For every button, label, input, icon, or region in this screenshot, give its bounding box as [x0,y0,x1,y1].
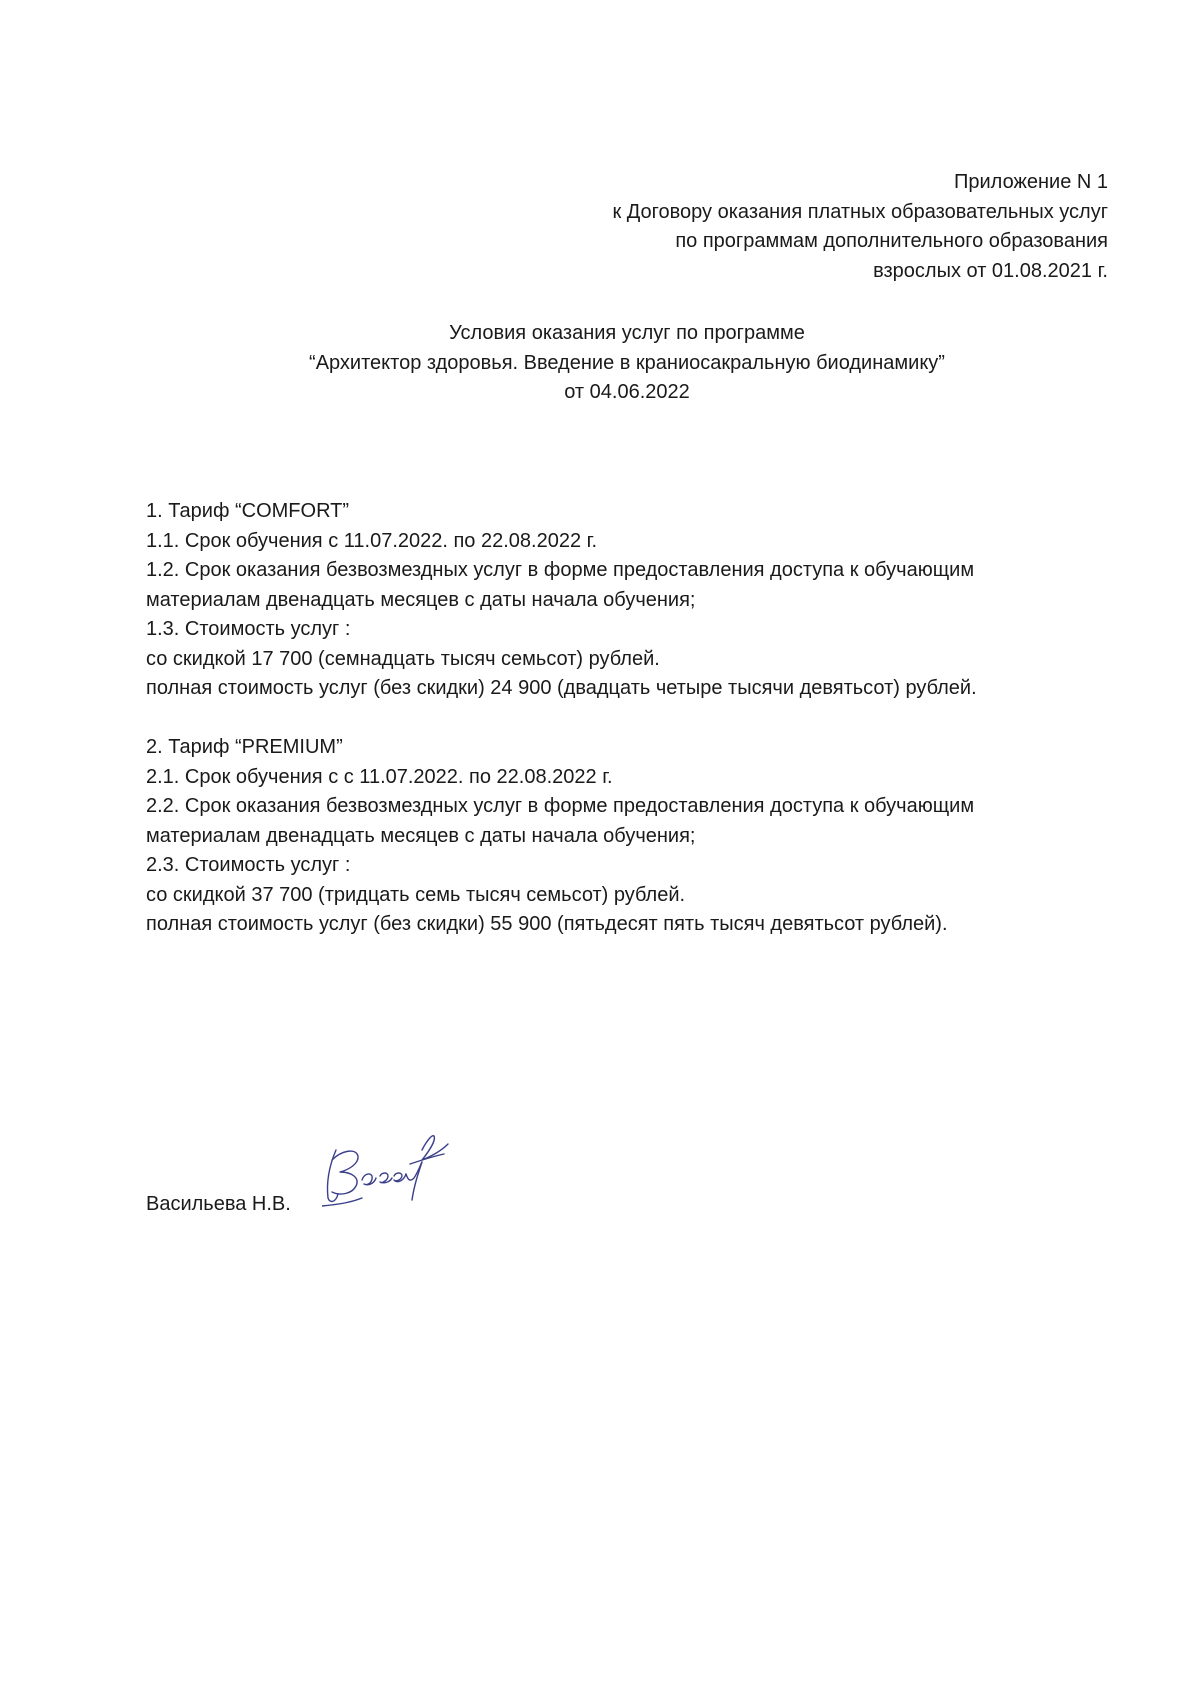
section-spacer [146,704,1106,734]
tariff-term: 1.1. Срок обучения с 11.07.2022. по 22.08.2022 г. [146,529,598,552]
title-line-program-name: “Архитектор здоровья. Введение в краниосакральную биодинамику” [309,351,945,374]
handwritten-signature [322,1120,452,1210]
title-line-date: от 04.06.2022 [564,381,690,403]
tariff-heading: 2. Тариф “PREMIUM” [146,736,343,758]
tariff-access-line-2: материалам двенадцать месяцев с даты начала обучения; [146,588,696,611]
appendix-contract-date: взрослых от 01.08.2021 г. [873,259,1108,282]
title-line-conditions: Условия оказания услуг по программе [449,322,805,344]
appendix-contract-reference: к Договору оказания платных образовательных услуг [612,200,1108,223]
tariff-access-line-2: материалам двенадцать месяцев с даты начала обучения; [146,824,696,847]
tariff-section-comfort [146,497,1106,704]
appendix-header [408,168,1108,286]
tariff-term: 2.1. Срок обучения с с 11.07.2022. по 22.08.2022 г. [146,765,613,788]
appendix-program-type: по программам дополнительного образования [675,230,1108,252]
tariff-access-line-1: 1.2. Срок оказания безвозмездных услуг в форме предоставления доступа к обучающим [146,559,975,581]
tariff-discount-price: со скидкой 17 700 (семнадцать тысяч семьсот) рублей. [146,647,660,670]
tariff-full-price: полная стоимость услуг (без скидки) 24 900 (двадцать четыре тысячи девятьсот) рублей. [146,677,977,699]
appendix-number: Приложение N 1 [954,171,1108,193]
tariff-section-premium [146,733,1106,940]
signatory-name: Васильева Н.В. [146,1193,291,1215]
tariff-cost-label: 2.3. Стоимость услуг : [146,854,351,876]
tariff-full-price: полная стоимость услуг (без скидки) 55 900 (пятьдесят пять тысяч девятьсот рублей). [146,913,948,935]
tariff-cost-label: 1.3. Стоимость услуг : [146,618,351,640]
tariff-heading: 1. Тариф “COMFORT” [146,500,350,522]
tariff-access-line-1: 2.2. Срок оказания безвозмездных услуг в форме предоставления доступа к обучающим [146,795,975,817]
document-title [0,319,1200,408]
document-body [146,497,1106,940]
tariff-discount-price: со скидкой 37 700 (тридцать семь тысяч семьсот) рублей. [146,883,686,906]
